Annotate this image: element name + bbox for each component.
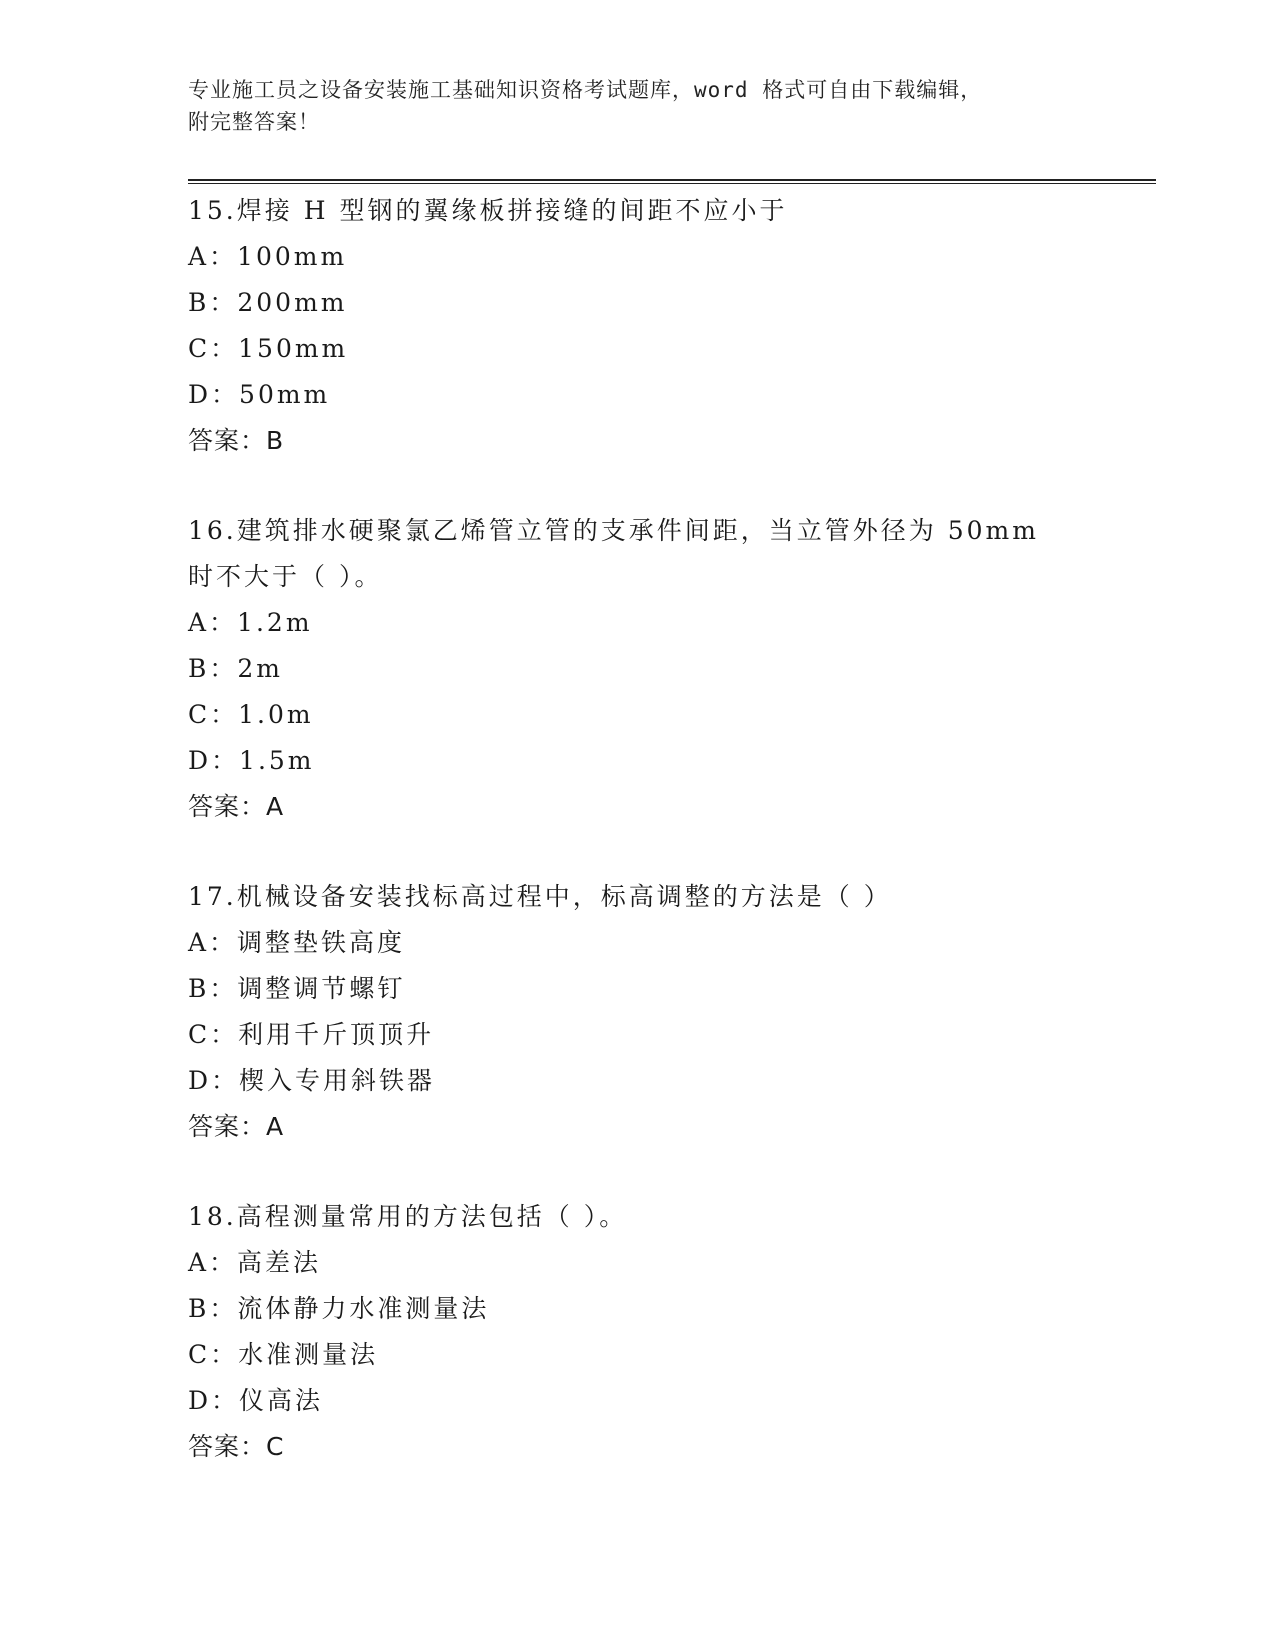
answer-line: 答案：B (188, 426, 285, 455)
question-item (188, 188, 1088, 464)
header-divider (188, 179, 1156, 181)
option-d: D：50mm (188, 380, 331, 409)
question-item (188, 508, 1088, 830)
option-d: D：1.5m (188, 746, 315, 775)
header-divider (188, 183, 1156, 184)
question-stem: 16.建筑排水硬聚氯乙烯管立管的支承件间距，当立管外径为 50mm 时不大于（ ）。 (188, 516, 1039, 591)
question-stem: 18.高程测量常用的方法包括（ ）。 (188, 1202, 628, 1231)
question-stem: 15.焊接 H 型钢的翼缘板拼接缝的间距不应小于 (188, 196, 788, 225)
option-a: A：100mm (188, 242, 348, 271)
answer-line: 答案：A (188, 792, 285, 821)
option-d: D：仪高法 (188, 1386, 324, 1415)
option-c: C：150mm (188, 334, 349, 363)
question-item (188, 1194, 1088, 1470)
option-b: B：200mm (188, 288, 348, 317)
question-list (188, 188, 1088, 1514)
option-c: C：水准测量法 (188, 1340, 379, 1369)
question-item (188, 874, 1088, 1150)
document-header (188, 74, 1068, 138)
header-intro-line: 专业施工员之设备安装施工基础知识资格考试题库，word 格式可自由下载编辑， (188, 78, 983, 102)
option-c: C：1.0m (188, 700, 314, 729)
option-a: A：1.2m (188, 608, 313, 637)
option-b: B：流体静力水准测量法 (188, 1294, 490, 1323)
option-c: C：利用千斤顶顶升 (188, 1020, 435, 1049)
answer-line: 答案：A (188, 1112, 285, 1141)
header-intro-line: 附完整答案！ (188, 110, 320, 134)
option-a: A：调整垫铁高度 (188, 928, 406, 957)
option-a: A：高差法 (188, 1248, 322, 1277)
option-d: D：楔入专用斜铁器 (188, 1066, 436, 1095)
answer-line: 答案：C (188, 1432, 285, 1461)
question-stem: 17.机械设备安装找标高过程中，标高调整的方法是（ ） (188, 882, 892, 911)
option-b: B：调整调节螺钉 (188, 974, 406, 1003)
option-b: B：2m (188, 654, 283, 683)
